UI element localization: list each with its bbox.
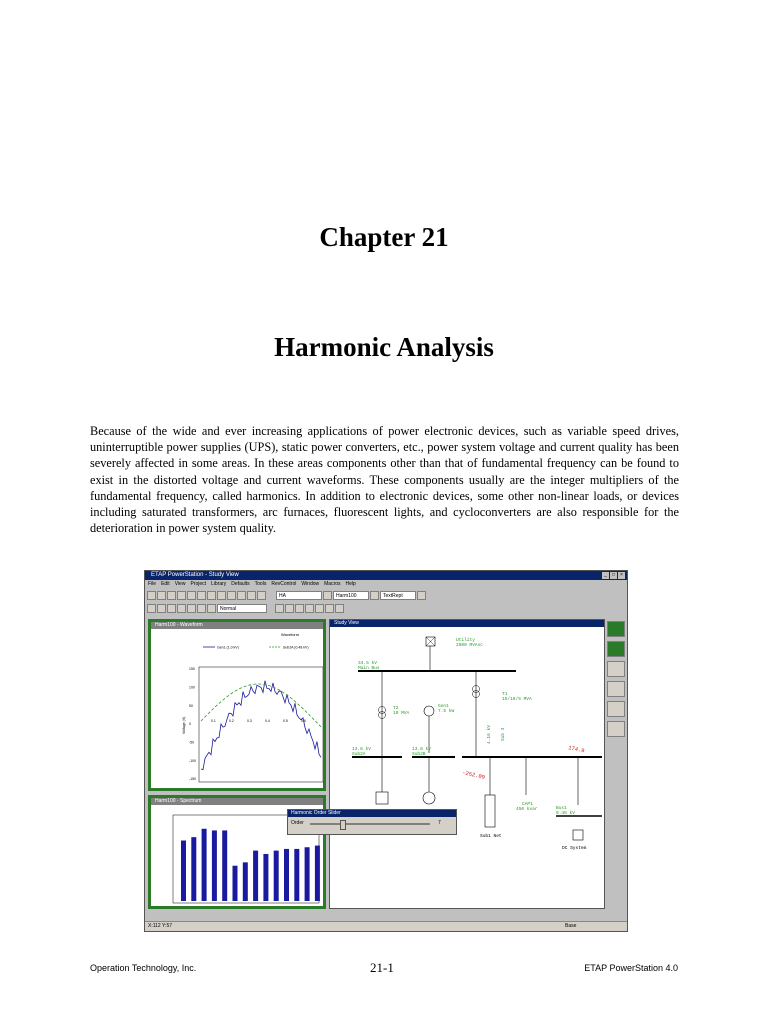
- menu-window[interactable]: Window: [301, 581, 320, 587]
- transient-icon[interactable]: [207, 604, 216, 613]
- display-options-icon[interactable]: [335, 604, 344, 613]
- footer-page-number: 21-1: [370, 960, 394, 975]
- t1-label: T1: [502, 692, 508, 697]
- sub2a-label: Sub2A: [352, 752, 366, 757]
- spectrum-bar: [212, 830, 217, 901]
- menu-file[interactable]: File: [148, 581, 157, 587]
- report-select[interactable]: TextRept: [380, 591, 416, 600]
- bus1-label: Bus1: [556, 806, 567, 811]
- menu-macros[interactable]: Macros: [324, 581, 341, 587]
- slider-thumb[interactable]: [340, 820, 346, 830]
- one-line-diagram: [330, 627, 604, 909]
- filter-icon[interactable]: [305, 604, 314, 613]
- flow-value-2: 174.9: [567, 744, 586, 755]
- etap-screenshot: [144, 570, 628, 932]
- waveform-legend-1: Gen1 (1.0 kV): [217, 645, 239, 650]
- plot-icon[interactable]: [295, 604, 304, 613]
- utility-rating: 2500 MVAsc: [456, 643, 484, 648]
- status-coords: X:112 Y:57: [148, 923, 173, 929]
- slider-title: Harmonic Order Slider: [288, 810, 456, 817]
- waveform-ytick: -150: [189, 777, 197, 782]
- zoom-in-icon[interactable]: [217, 591, 226, 600]
- spectrum-bar: [233, 866, 238, 901]
- spectrum-bar: [181, 841, 186, 901]
- waveform-ytick: -50: [189, 740, 195, 745]
- study-toolbar: [147, 603, 344, 614]
- spectrum-window-title: Harm100 - Spectrum: [151, 798, 323, 805]
- flow-value-1: -252.09: [461, 769, 486, 781]
- study-select[interactable]: HA: [276, 591, 322, 600]
- main-bus-kv: 34.5 kV: [358, 661, 377, 666]
- grid-icon[interactable]: [247, 591, 256, 600]
- status-mode: Base: [565, 923, 577, 929]
- waveform-plot: [151, 629, 323, 789]
- study-view-title: Study View: [330, 620, 604, 627]
- sub2a-kv: 13.8 kV: [352, 747, 371, 752]
- harmonic-icon[interactable]: [187, 604, 196, 613]
- intro-paragraph: Because of the wide and ever increasing applications of power electronic devices, such as variable speed drives, uninterruptible power supplies (UPS), static power converters, etc., power system voltage and current quality has been severely affected in some areas. In these areas components other than that of fundamental frequency can be found to exist in the distorted voltage and current waveforms. These components usually are the integer multipliers of the fundamental frequency, called harmonics. In addition to electronic devices, some other non-linear loads, or devices including saturated transformers, arc furnaces, fluorescent lights, and cycloconverters are also responsible for the deterioration in power system quality.: [90, 424, 679, 536]
- study-icon[interactable]: [323, 591, 332, 600]
- report-manager-icon[interactable]: [325, 604, 334, 613]
- spectrum-bar: [243, 862, 248, 901]
- maximize-button[interactable]: □: [611, 572, 616, 578]
- spectrum-bar: [263, 854, 268, 901]
- load-flow-icon[interactable]: [157, 604, 166, 613]
- menu-defaults[interactable]: Defaults: [231, 581, 250, 587]
- window-titlebar: [145, 571, 627, 580]
- waveform-xtick: 0.5: [283, 719, 288, 723]
- study-view-window: [329, 619, 605, 909]
- waveform-ytick: 100: [189, 685, 195, 690]
- menu-view[interactable]: View: [174, 581, 186, 587]
- gen1-rating: 7.5 kW: [438, 709, 455, 714]
- status-bar: [145, 921, 627, 931]
- t1-rating: 15/10/5 MVA: [502, 697, 532, 702]
- waveform-xtick: 0.2: [229, 719, 234, 723]
- config-select[interactable]: Normal: [217, 604, 267, 613]
- waveform-xtick: 0.6: [301, 719, 306, 723]
- spectrum-bar: [305, 847, 310, 901]
- spectrum-bar: [202, 829, 207, 901]
- dc-system-label: DC System: [562, 846, 587, 851]
- waveform-ytick: 150: [189, 667, 195, 672]
- new-icon[interactable]: [147, 591, 156, 600]
- menu-revcontrol[interactable]: RevControl: [271, 581, 297, 587]
- sub3-label: Sub 3: [501, 727, 506, 741]
- main-bus-label: Main Bus: [358, 666, 380, 671]
- close-button[interactable]: ×: [618, 572, 625, 579]
- footer-product: ETAP PowerStation 4.0: [584, 963, 678, 973]
- menu-project[interactable]: Project: [190, 581, 206, 587]
- sub3-kv: 4.16 kV: [487, 725, 492, 744]
- spectrum-bar: [253, 851, 258, 901]
- report-icon-side[interactable]: [607, 661, 625, 677]
- paste-icon[interactable]: [207, 591, 216, 600]
- menu-help[interactable]: Help: [345, 581, 356, 587]
- bus1-kv: 0.48 kV: [556, 811, 575, 816]
- waveform-ytick: 50: [189, 703, 193, 708]
- print-icon[interactable]: [177, 591, 186, 600]
- menu-tools[interactable]: Tools: [254, 581, 267, 587]
- sub2b-kv: 13.8 kV: [412, 747, 431, 752]
- syn1-symbol: [423, 792, 435, 804]
- waveform-plot-title: Waveform: [281, 632, 300, 637]
- utility-label: Utility: [456, 638, 475, 643]
- window-title: ETAP PowerStation - Study View: [151, 572, 239, 578]
- slider-order-label: Order: [291, 820, 304, 826]
- stability-icon[interactable]: [197, 604, 206, 613]
- edit-mode-icon[interactable]: [147, 604, 156, 613]
- save-icon[interactable]: [167, 591, 176, 600]
- copy-icon[interactable]: [197, 591, 206, 600]
- right-tool-sidebar: [607, 621, 625, 737]
- motor-start-icon[interactable]: [177, 604, 186, 613]
- cap1-label: CAP1: [522, 802, 533, 807]
- short-circuit-icon[interactable]: [167, 604, 176, 613]
- zoom-fit-icon[interactable]: [237, 591, 246, 600]
- sub1-net-label: Sub1 Net: [480, 834, 502, 839]
- waveform-xtick: 0.4: [265, 719, 270, 723]
- menu-library[interactable]: Library: [211, 581, 227, 587]
- gen1-symbol: [424, 706, 434, 716]
- harmonic-order-slider-dialog: [287, 809, 457, 835]
- menu-bar: [145, 580, 628, 589]
- zoom-out-icon[interactable]: [227, 591, 236, 600]
- cap1-rating: 450 kvar: [516, 807, 538, 812]
- open-icon[interactable]: [157, 591, 166, 600]
- sub2a-n-symbol: [376, 792, 388, 804]
- spectrum-mode-icon[interactable]: [607, 641, 625, 657]
- spectrum-bar: [191, 837, 196, 901]
- alert-icon-side[interactable]: [607, 701, 625, 717]
- footer-company: Operation Technology, Inc.: [90, 963, 197, 973]
- sub1-net-symbol: [485, 795, 495, 827]
- waveform-window-title: Harm100 - Waveform: [151, 622, 323, 629]
- t2-rating: 10 MVA: [393, 711, 410, 716]
- chapter-title: Harmonic Analysis: [274, 332, 494, 362]
- harmonic-slider-icon[interactable]: [285, 604, 294, 613]
- waveform-xtick: 0.1: [211, 719, 216, 723]
- gen1-label: Gen1: [438, 704, 449, 709]
- waveform-window: [148, 619, 326, 791]
- waveform-ylabel: Voltage (V): [182, 716, 186, 734]
- t2-label: T2: [393, 706, 399, 711]
- spectrum-bar: [284, 849, 289, 901]
- case-select[interactable]: Harm100: [333, 591, 369, 600]
- dc-system-symbol: [573, 830, 583, 840]
- slider-track[interactable]: [310, 823, 430, 825]
- waveform-xtick: 0.3: [247, 719, 252, 723]
- chart-icon-side[interactable]: [607, 681, 625, 697]
- spectrum-bar: [315, 846, 320, 901]
- spectrum-bar: [222, 830, 227, 901]
- waveform-ytick: -100: [189, 758, 197, 763]
- waveform-legend-2: Sub2A (0.48 kV): [283, 645, 309, 650]
- help-icon[interactable]: [257, 591, 266, 600]
- spectrum-bar: [294, 849, 299, 901]
- menu-edit[interactable]: Edit: [161, 581, 170, 587]
- sub2b-label: Sub2B: [412, 752, 426, 757]
- main-toolbar: [147, 590, 426, 601]
- report-icon[interactable]: [417, 591, 426, 600]
- waveform-ytick: 0: [189, 722, 191, 727]
- spectrum-bar: [274, 851, 279, 901]
- slider-value: 7: [438, 820, 441, 826]
- case-icon[interactable]: [370, 591, 379, 600]
- run-harmonic-icon[interactable]: [275, 604, 284, 613]
- alert-icon[interactable]: [315, 604, 324, 613]
- harmonic-mode-icon[interactable]: [607, 621, 625, 637]
- chapter-number: Chapter 21: [319, 222, 449, 252]
- cut-icon[interactable]: [187, 591, 196, 600]
- summary-icon-side[interactable]: [607, 721, 625, 737]
- minimize-button[interactable]: _: [602, 572, 609, 579]
